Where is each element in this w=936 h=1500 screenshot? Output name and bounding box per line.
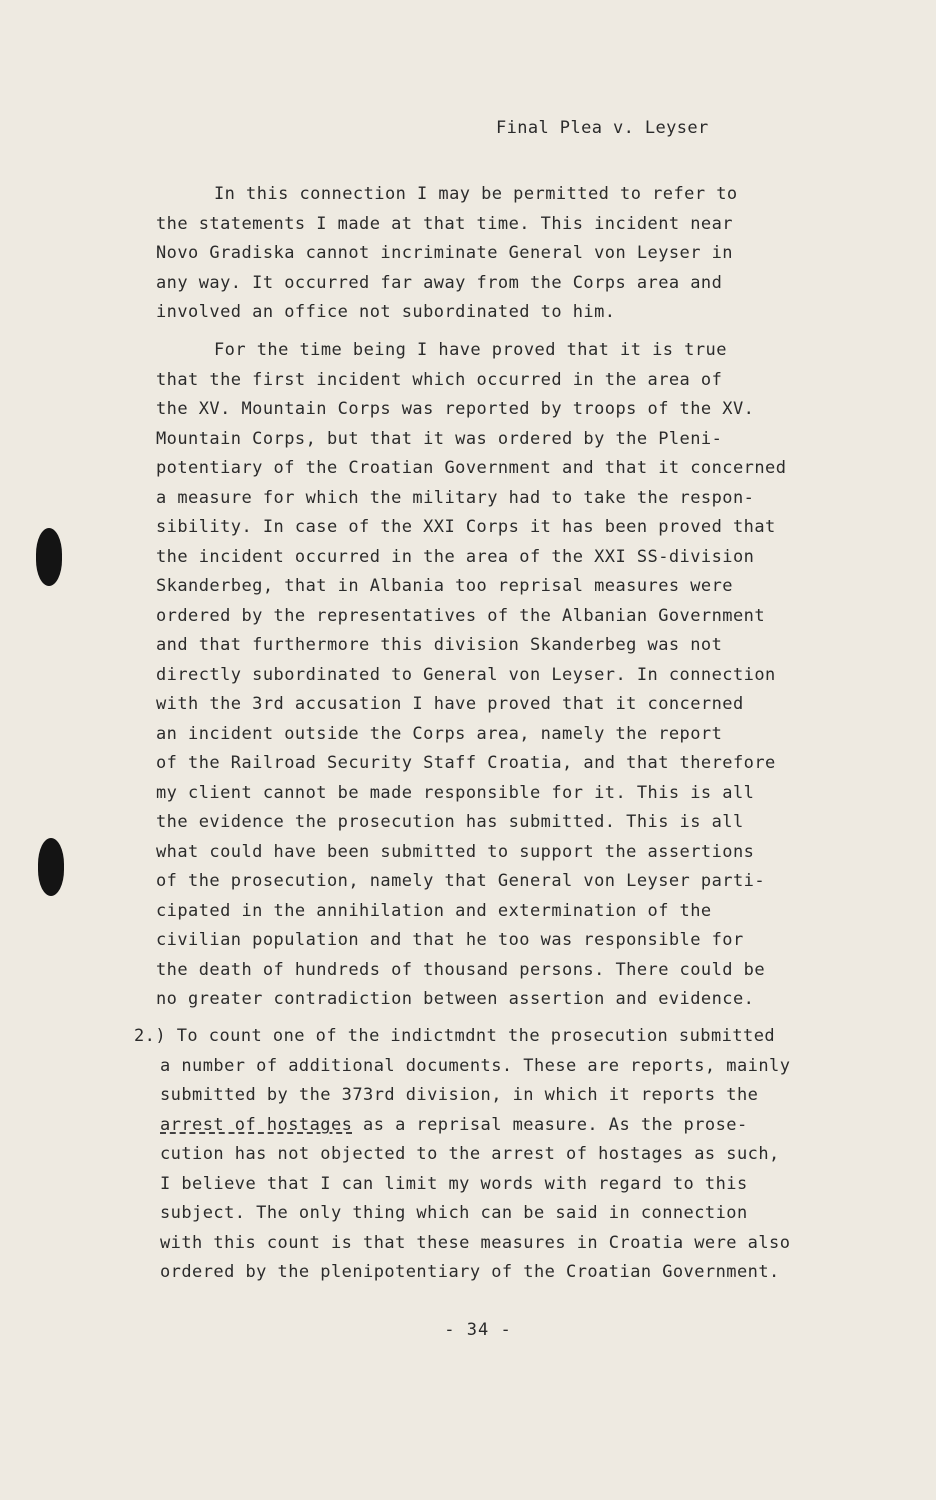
text-line: the incident occurred in the area of the XXI SS-division	[156, 546, 755, 567]
text-line: the death of hundreds of thousand persons. There could be	[156, 959, 766, 980]
text-line: with this count is that these measures in Croatia were also	[160, 1232, 791, 1253]
text-line	[134, 1111, 854, 1141]
text-line: the evidence the prosecution has submitted. This is all	[156, 812, 744, 832]
text-line: of the Railroad Security Staff Croatia, and that therefore	[156, 753, 776, 773]
text-line: of the prosecution, namely that General von Leyser parti-	[156, 871, 766, 891]
page-number: - 34 -	[444, 1320, 512, 1340]
page-header: Final Plea v. Leyser	[496, 118, 709, 138]
text-line: In this connection I may be permitted to refer to	[214, 184, 738, 204]
underlined-phrase: arrest of hostages	[160, 1114, 353, 1135]
text-line: with the 3rd accusation I have proved that it concerned	[156, 694, 744, 714]
text-line: what could have been submitted to support the assertions	[156, 841, 755, 862]
text-line: Mountain Corps, but that it was ordered by the Pleni-	[156, 428, 723, 449]
paragraph-2	[156, 336, 876, 1015]
text-line: 2.) To count one of the indictmdnt the prosecution submitted	[134, 1026, 776, 1046]
text-line: any way. It occurred far away from the Corps area and	[156, 272, 723, 293]
text-line: sibility. In case of the XXI Corps it has been proved that	[156, 517, 776, 537]
text-line: no greater contradiction between assertion and evidence.	[156, 989, 755, 1009]
text-line: a number of additional documents. These are reports, mainly	[160, 1055, 791, 1076]
text-fragment: as a reprisal measure. As the prose-	[352, 1114, 748, 1135]
text-line: ordered by the representatives of the Albanian Government	[156, 605, 766, 626]
text-line: submitted by the 373rd division, in which it reports the	[160, 1085, 759, 1105]
text-line: the XV. Mountain Corps was reported by troops of the XV.	[156, 399, 755, 419]
text-line: Skanderbeg, that in Albania too reprisal measures were	[156, 576, 733, 596]
text-line: subject. The only thing which can be said in connection	[160, 1203, 748, 1223]
text-line: involved an office not subordinated to him.	[156, 302, 616, 322]
text-line: and that furthermore this division Skanderbeg was not	[156, 635, 723, 655]
text-line: For the time being I have proved that it is true	[214, 340, 727, 360]
text-line: the statements I made at that time. This incident near	[156, 213, 733, 234]
text-line: directly subordinated to General von Leyser. In connection	[156, 664, 776, 685]
text-line: cution has not objected to the arrest of hostages as such,	[160, 1144, 780, 1164]
punch-hole-top	[36, 528, 62, 586]
text-line: cipated in the annihilation and extermination of the	[156, 900, 712, 921]
paragraph-1	[156, 180, 876, 328]
text-line: Novo Gradiska cannot incriminate General von Leyser in	[156, 243, 733, 263]
text-line: ordered by the plenipotentiary of the Croatian Government.	[160, 1262, 780, 1282]
text-line: civilian population and that he too was responsible for	[156, 930, 744, 950]
text-line: I believe that I can limit my words with regard to this	[160, 1173, 748, 1194]
text-line: potentiary of the Croatian Government and that it concerned	[156, 458, 787, 478]
text-line: my client cannot be made responsible for it. This is all	[156, 782, 755, 803]
paragraph-3-count-two	[134, 1022, 854, 1288]
text-line: a measure for which the military had to take the respon-	[156, 487, 755, 508]
text-line: that the first incident which occurred in the area of	[156, 369, 723, 390]
text-line: an incident outside the Corps area, namely the report	[156, 723, 723, 744]
punch-hole-bottom	[38, 838, 64, 896]
